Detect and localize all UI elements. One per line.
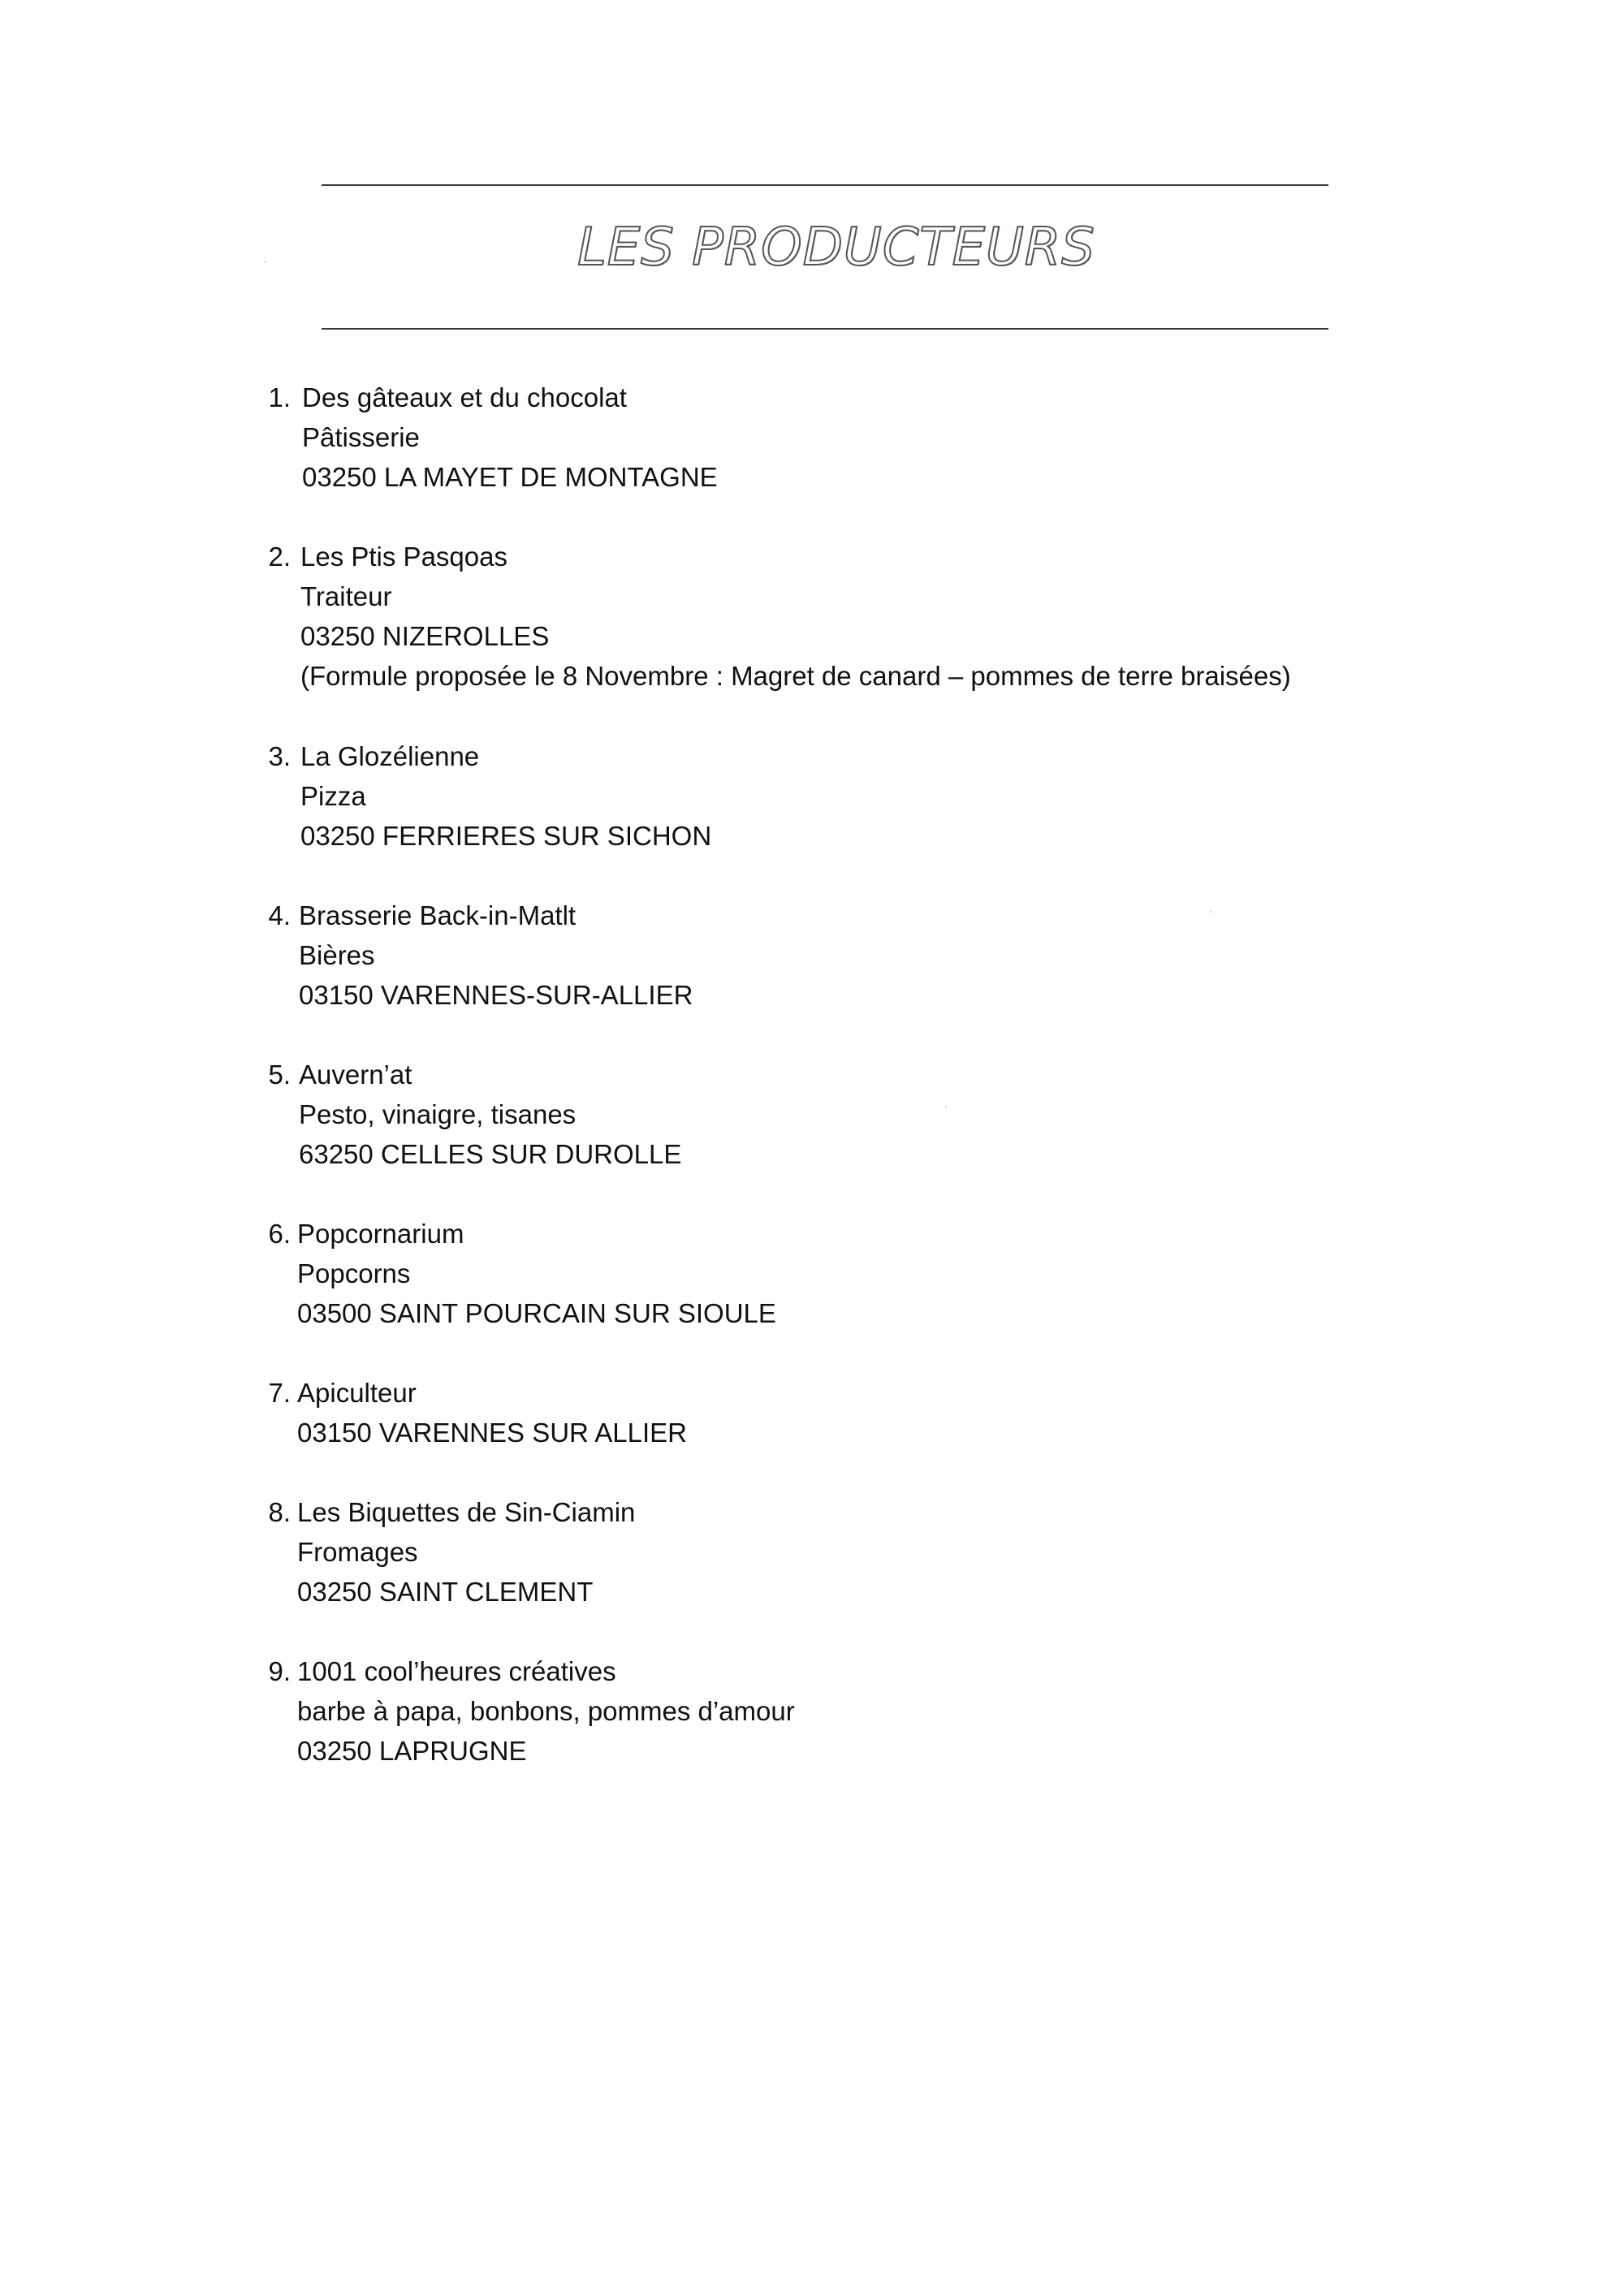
entry-number: 3. bbox=[268, 741, 291, 771]
entry-number: 5. bbox=[268, 1060, 291, 1090]
producer-category: Pizza bbox=[300, 781, 366, 811]
producer-address: 03250 SAINT CLEMENT bbox=[297, 1577, 594, 1607]
producer-address: 03250 NIZEROLLES bbox=[300, 621, 550, 651]
scan-speck bbox=[1210, 911, 1212, 913]
producer-name: La Glozélienne bbox=[300, 741, 480, 771]
entry-number: 9. bbox=[268, 1656, 291, 1686]
producer-name: Les Ptis Pasqoas bbox=[300, 542, 508, 572]
scan-speck bbox=[265, 261, 266, 263]
producer-address: 63250 CELLES SUR DUROLLE bbox=[299, 1139, 682, 1169]
page-title bbox=[0, 218, 1624, 278]
producer-name: Popcornarium bbox=[297, 1219, 464, 1249]
title-bottom-rule bbox=[322, 328, 1328, 330]
title-top-rule bbox=[322, 184, 1328, 186]
producer-category: Fromages bbox=[297, 1537, 418, 1567]
producer-note: (Formule proposée le 8 Novembre : Magret de canard – pommes de terre braisées) bbox=[300, 661, 1291, 691]
producer-category: Pâtisserie bbox=[302, 422, 420, 452]
scan-speck bbox=[945, 1106, 947, 1107]
producer-category: Bières bbox=[299, 940, 375, 970]
producer-address: 03250 FERRIERES SUR SICHON bbox=[300, 821, 712, 851]
entry-number: 4. bbox=[268, 900, 291, 930]
producer-category: Popcorns bbox=[297, 1258, 411, 1288]
entry-number: 7. bbox=[268, 1378, 291, 1408]
entry-number: 8. bbox=[268, 1497, 291, 1527]
entry-number: 2. bbox=[268, 542, 291, 572]
producer-address: 03150 VARENNES-SUR-ALLIER bbox=[299, 980, 693, 1010]
producer-name: Brasserie Back-in-Matlt bbox=[299, 900, 577, 930]
producer-address: 03250 LA MAYET DE MONTAGNE bbox=[302, 462, 718, 492]
page-title-text: LES PRODUCTEURS bbox=[577, 218, 1095, 278]
producer-name: Les Biquettes de Sin-Ciamin bbox=[297, 1497, 636, 1527]
producer-name: 1001 cool’heures créatives bbox=[297, 1656, 616, 1686]
producer-address: 03250 LAPRUGNE bbox=[297, 1736, 527, 1766]
producer-address: 03500 SAINT POURCAIN SUR SIOULE bbox=[297, 1298, 776, 1328]
entry-number: 6. bbox=[268, 1219, 291, 1249]
producer-category: Traiteur bbox=[300, 581, 392, 611]
entry-number: 1. bbox=[268, 382, 291, 412]
producer-address: 03150 VARENNES SUR ALLIER bbox=[297, 1418, 687, 1448]
producer-name: Des gâteaux et du chocolat bbox=[302, 382, 627, 412]
producer-name: Apiculteur bbox=[297, 1378, 417, 1408]
producer-category: Pesto, vinaigre, tisanes bbox=[299, 1099, 577, 1129]
producer-name: Auvern’at bbox=[299, 1060, 412, 1090]
producer-category: barbe à papa, bonbons, pommes d’amour bbox=[297, 1696, 795, 1726]
